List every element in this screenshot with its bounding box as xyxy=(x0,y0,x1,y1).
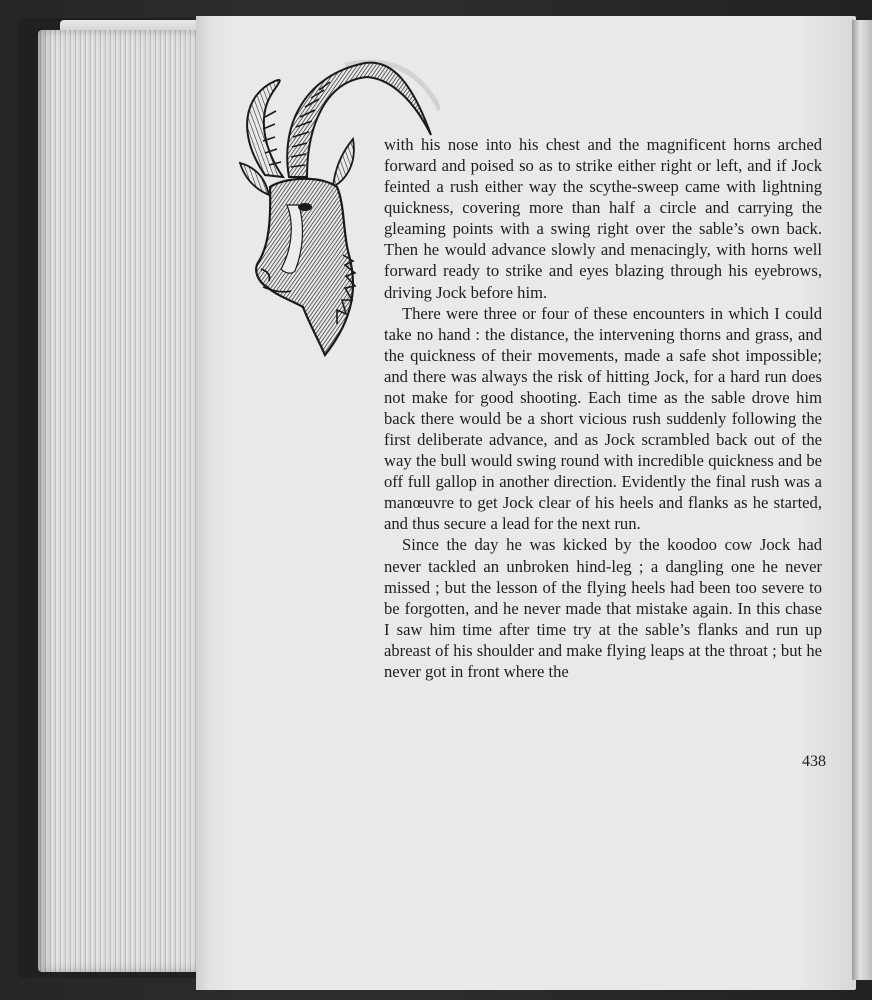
paragraph-2: There were three or four of these encounters in which I could take no hand : the distance, the intervening thorns and grass, and the quickness of their movements, made a safe shot impossible; and there was always the risk of hitting Jock, for a hard run does not make for good shooting. Each time as the sable drove him back there would be a short vicious rush suddenly following the first deliberate advance, and as Jock scrambled back out of the way the bull would swing round with incredible quickness and be off full gallop in another direction. Evidently the final rush was a manœuvre to get Jock clear of his heels and flanks as he started, and thus secure a lead for the next run. xyxy=(384,303,822,534)
page-edges-stack xyxy=(38,30,198,972)
right-page-edge xyxy=(852,20,872,980)
paragraph-3: Since the day he was kicked by the koodoo cow Jock had never tackled an unbroken hind-leg ; a dangling one he never missed ; but the lesson of the flying heels had been too severe to be forgotten, and he never made that mistake again. In this chase I saw him time after time try at the sable’s flanks and run up abreast of his shoulder and make flying leaps at the throat ; but he never got in front where the xyxy=(384,535,822,681)
page-number: 438 xyxy=(802,753,826,770)
body-text xyxy=(384,134,822,682)
paragraph-1: with his nose into his chest and the magnificent horns arched forward and poised so as to strike either right or left, and if Jock feinted a rush either way the scythe-sweep came with lightning quickness, covering more than half a circle and carrying the gleaming points with a swing right over the sable’s own back. Then he would advance slowly and menacingly, with horns well forward ready to strike and eyes blazing through his eyebrows, driving Jock before him. xyxy=(384,135,822,302)
